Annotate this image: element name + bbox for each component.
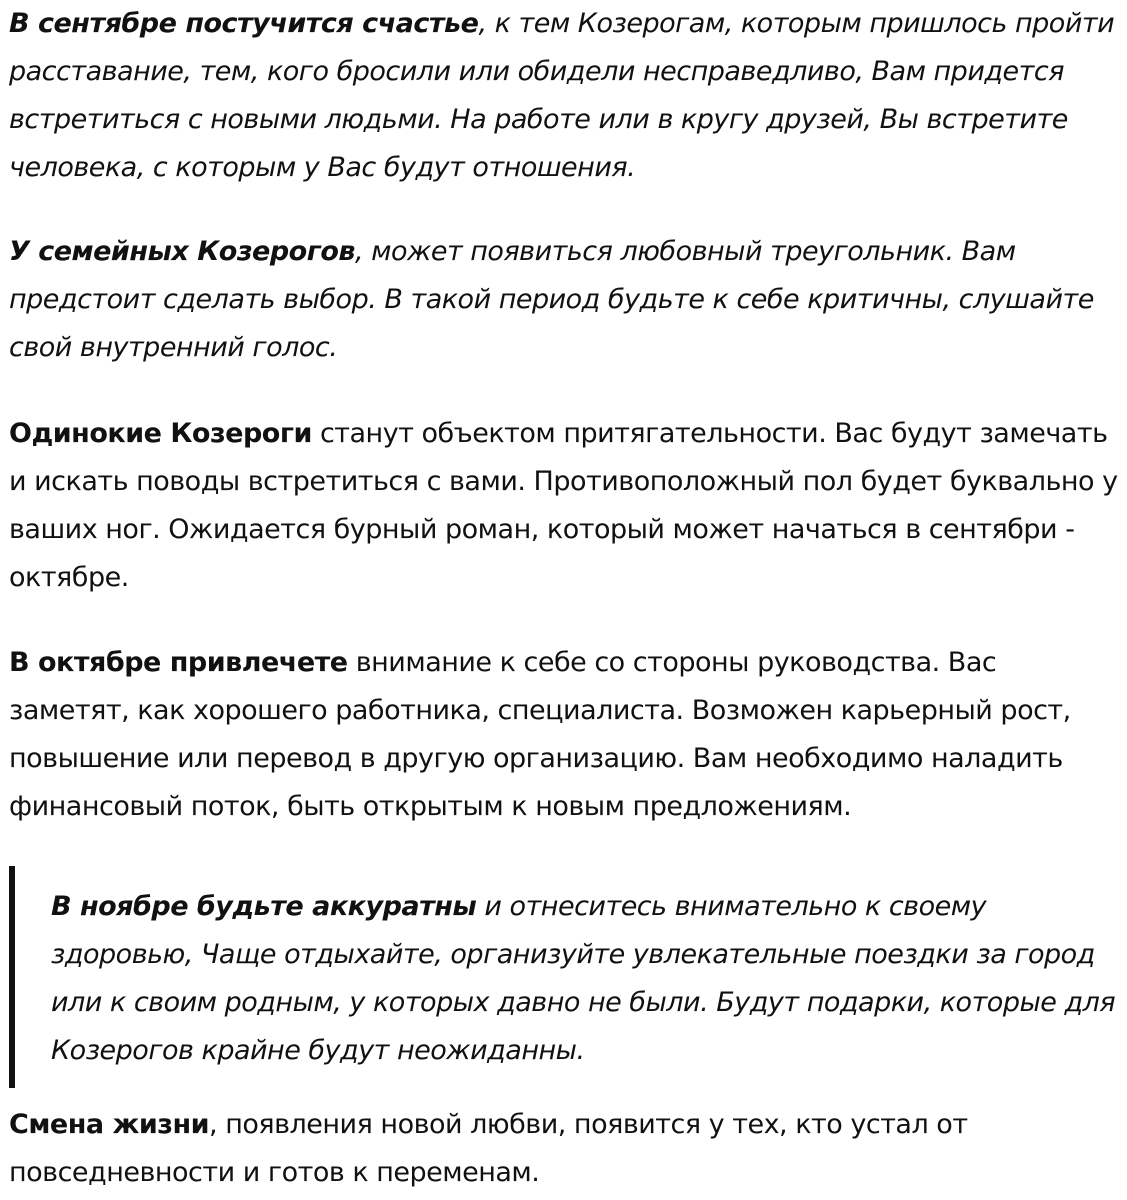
quote-lead: В ноябре будьте аккуратны <box>51 891 477 922</box>
paragraph-lead: Смена жизни <box>9 1109 210 1140</box>
paragraph-lead: В октябре привлечете <box>9 647 348 678</box>
quote-paragraph <box>51 883 1121 1075</box>
paragraph-lead: Одинокие Козероги <box>9 418 312 449</box>
paragraph-family <box>9 228 1121 372</box>
paragraph-text: внимание к себе со стороны руководства. Вас заметят, как хорошего работника, специалиста. Возможен карьерный рост, повышение или перевод в другую организацию. Вам необходимо наладить финансовый поток, быть открытым к новым предложениям. <box>9 647 1071 822</box>
paragraph-life-change <box>9 1101 1121 1197</box>
paragraph-september <box>9 0 1121 192</box>
paragraph-text: станут объектом притягательности. Вас будут замечать и искать поводы встретиться с вами. Противоположный пол будет буквально у ваших ног. Ожидается бурный роман, который может начаться в сентябри - октябре. <box>9 418 1118 593</box>
paragraph-single <box>9 410 1121 602</box>
paragraph-lead: В сентябре постучится счастье <box>9 8 479 39</box>
paragraph-text: , может появиться любовный треугольник. Вам предстоит сделать выбор. В такой период будьте к себе критичны, слушайте свой внутренний голос. <box>9 236 1094 363</box>
paragraph-october <box>9 639 1121 831</box>
paragraph-text: , к тем Козерогам, которым пришлось пройти расставание, тем, кого бросили или обидели несправедливо, Вам придется встретиться с новыми людьми. На работе или в кругу друзей, Вы встретите человека, с которым у Вас будут отношения. <box>9 8 1115 183</box>
blockquote-november <box>9 866 1121 1088</box>
quote-text: и отнеситесь внимательно к своему здоровью, Чаще отдыхайте, организуйте увлекательные поездки за город или к своим родным, у которых давно не были. Будут подарки, которые для Козерогов крайне будут неожиданны. <box>51 891 1116 1066</box>
paragraph-text: , появления новой любви, появится у тех, кто устал от повседневности и готов к переменам. <box>9 1109 968 1188</box>
paragraph-lead: У семейных Козерогов <box>9 236 355 267</box>
